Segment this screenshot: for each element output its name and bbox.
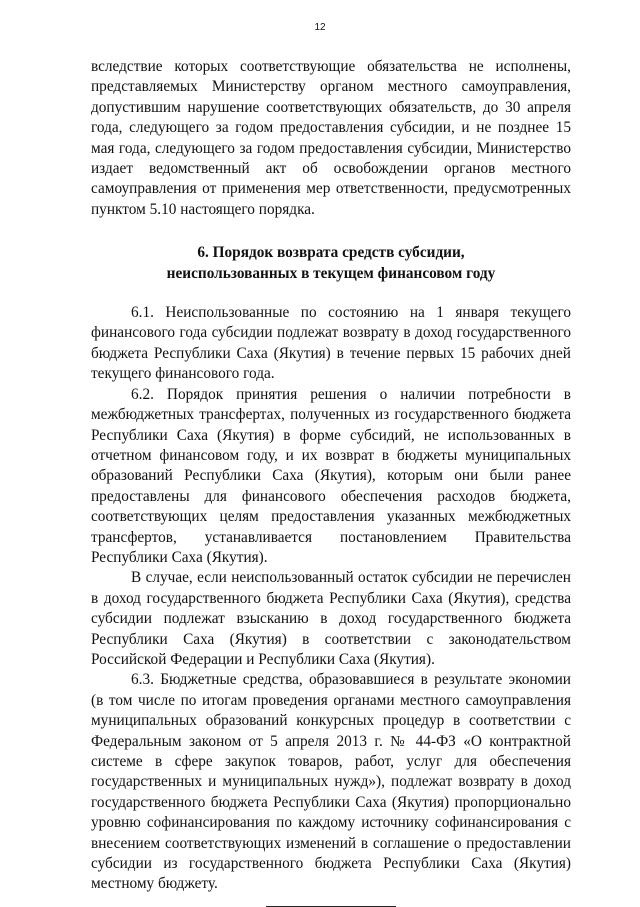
paragraph-continuation: вследствие которых соответствующие обязательства не исполнены, представляемых Министерству органом местного самоуправления, допустившим нарушение соответствующих обязательств, до 30 апреля года, следующего за годом предоставления субсидии, и не позднее 15 мая года, следующего за годом предоставления субсидии, Министерство издает ведомственный акт об освобождении органов местного самоуправления от применения мер ответственности, предусмотренных пунктом 5.10 настоящего порядка. bbox=[91, 58, 571, 218]
section-heading-line-1: 6. Порядок возврата средств субсидии, bbox=[197, 244, 465, 262]
section-heading bbox=[91, 243, 571, 284]
paragraph-6-2-case: В случае, если неиспользованный остаток субсидии не перечислен в доход государственного бюджета Республики Саха (Якутия), средства субсидии подлежат взысканию в доход государственного бюджета Республики Саха (Якутия) в соответствии с законодательством Российской Федерации и Республики Саха (Якутия). bbox=[91, 569, 571, 668]
section-heading-line-2: неиспользованных в текущем финансовом году bbox=[166, 264, 496, 282]
page-number: 12 bbox=[314, 22, 326, 33]
paragraph-6-3: 6.3. Бюджетные средства, образовавшиеся в результате экономии (в том числе по итогам проведения органами местного самоуправления муниципальных образований конкурсных процедур в соответствии с Федеральным законом от 5 апреля 2013 г. № 44-ФЗ «О контрактной системе в сфере закупок товаров, работ, услуг для обеспечения государственных и муниципальных нужд»), подлежат возврату в доход государственного бюджета Республики Саха (Якутия) пропорционально уровню софинансирования по каждому источнику софинансирования с внесением соответствующих изменений в соглашение о предоставлении субсидии из государственного бюджета Республики Саха (Якутия) местному бюджету. bbox=[91, 671, 571, 893]
paragraph-6-1: 6.1. Неиспользованные по состоянию на 1 января текущего финансового года субсидии подлежат возврату в доход государственного бюджета Республики Саха (Якутия) в течение первых 15 рабочих дней текущего финансового года. bbox=[91, 304, 571, 383]
document-body bbox=[91, 57, 571, 907]
paragraph-6-2: 6.2. Порядок принятия решения о наличии потребности в межбюджетных трансфертах, полученных из государственного бюджета Республики Саха (Якутия) в форме субсидий, не использованных в отчетном финансовом году, и их возврат в бюджеты муниципальных образований Республики Саха (Якутия), которым они были ранее предоставлены для финансового обеспечения расходов бюджета, соответствующих целям предоставления указанных межбюджетных трансфертов, устанавливается постановлением Правительства Республики Саха (Якутия). bbox=[91, 385, 571, 566]
